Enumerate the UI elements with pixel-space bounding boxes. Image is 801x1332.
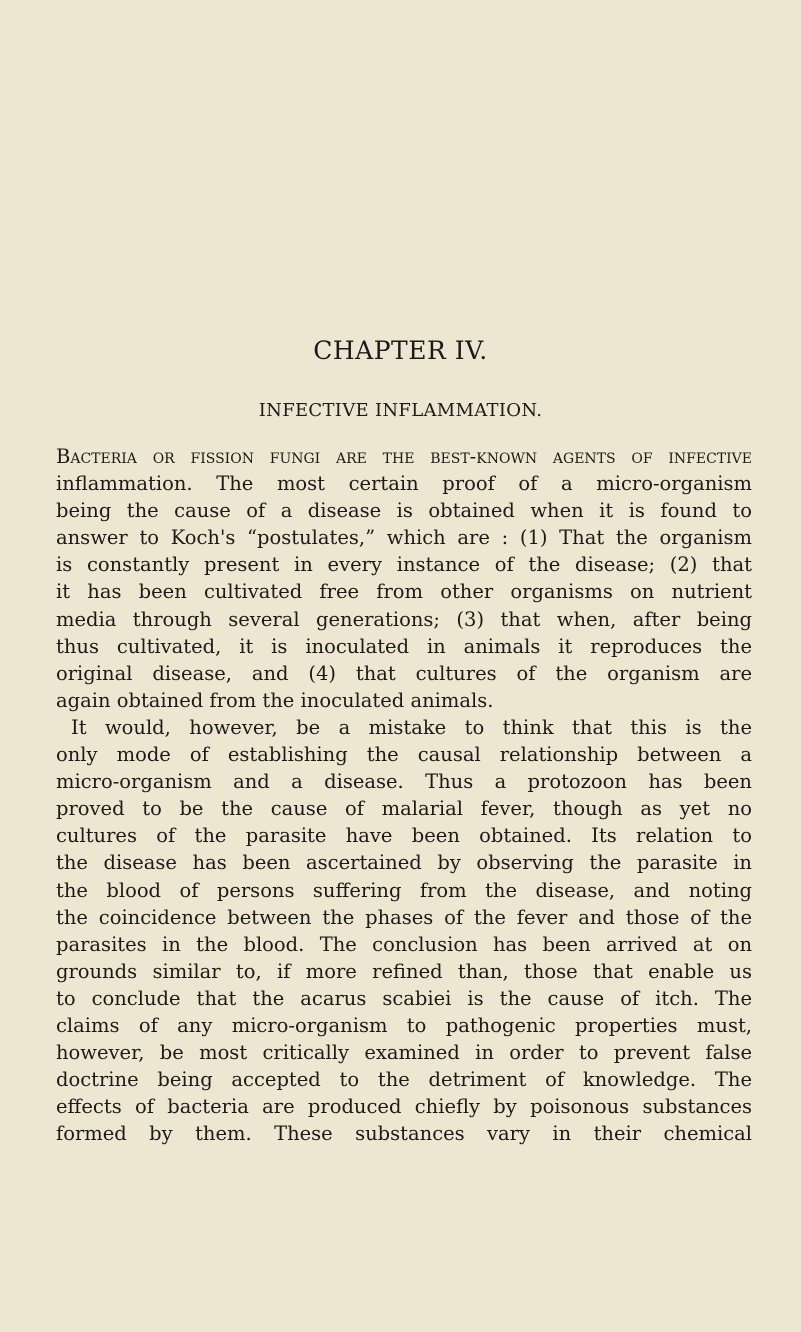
text-line: parasites in the blood. The conclusion has been arrived at on — [56, 932, 752, 956]
text-line: proved to be the cause of malarial fever, though as yet no — [56, 797, 752, 821]
text-line: it has been cultivated free from other organisms on nutrient — [56, 580, 752, 604]
text-line: only mode of establishing the causal relationship between a — [56, 743, 752, 767]
text-line: grounds similar to, if more refined than, those that enable us — [56, 959, 752, 983]
text-line: thus cultivated, it is inoculated in animals it reproduces the — [56, 634, 752, 658]
text-line: formed by them. These substances vary in their chemical — [56, 1122, 752, 1146]
text-line: being the cause of a disease is obtained when it is found to — [56, 499, 752, 523]
text-line: Bacteria or fission fungi are the best-known agents of infective — [56, 445, 752, 468]
chapter-title: CHAPTER IV. — [313, 336, 488, 365]
section-title: INFECTIVE INFLAMMATION. — [258, 400, 543, 421]
text-line: original disease, and (4) that cultures of the organism are — [56, 661, 752, 685]
text-line: media through several generations; (3) that when, after being — [56, 607, 752, 631]
text-line: the disease has been ascertained by observing the parasite in — [56, 851, 752, 875]
text-line: answer to Koch's “postulates,” which are : (1) That the organism — [56, 526, 752, 550]
text-line: effects of bacteria are produced chiefly by poisonous substances — [56, 1095, 752, 1119]
text-line: is constantly present in every instance of the disease; (2) that — [56, 553, 752, 577]
text-line: to conclude that the acarus scabiei is the cause of itch. The — [56, 986, 752, 1010]
text-line: It would, however, be a mistake to think that this is the — [71, 715, 752, 739]
text-line: again obtained from the inoculated animals. — [56, 688, 494, 712]
text-line: micro-organism and a disease. Thus a protozoon has been — [56, 770, 752, 794]
text-line: claims of any micro-organism to pathogenic properties must, — [56, 1013, 752, 1037]
text-line: doctrine being accepted to the detriment of knowledge. The — [56, 1068, 752, 1092]
text-line: the blood of persons suffering from the disease, and noting — [56, 878, 752, 902]
body-text — [56, 443, 752, 1147]
text-line: however, be most critically examined in order to prevent false — [56, 1041, 752, 1065]
text-line: cultures of the parasite have been obtained. Its relation to — [56, 824, 752, 848]
text-line: the coincidence between the phases of the fever and those of the — [56, 905, 752, 929]
text-line: inflammation. The most certain proof of a micro-organism — [56, 472, 752, 496]
